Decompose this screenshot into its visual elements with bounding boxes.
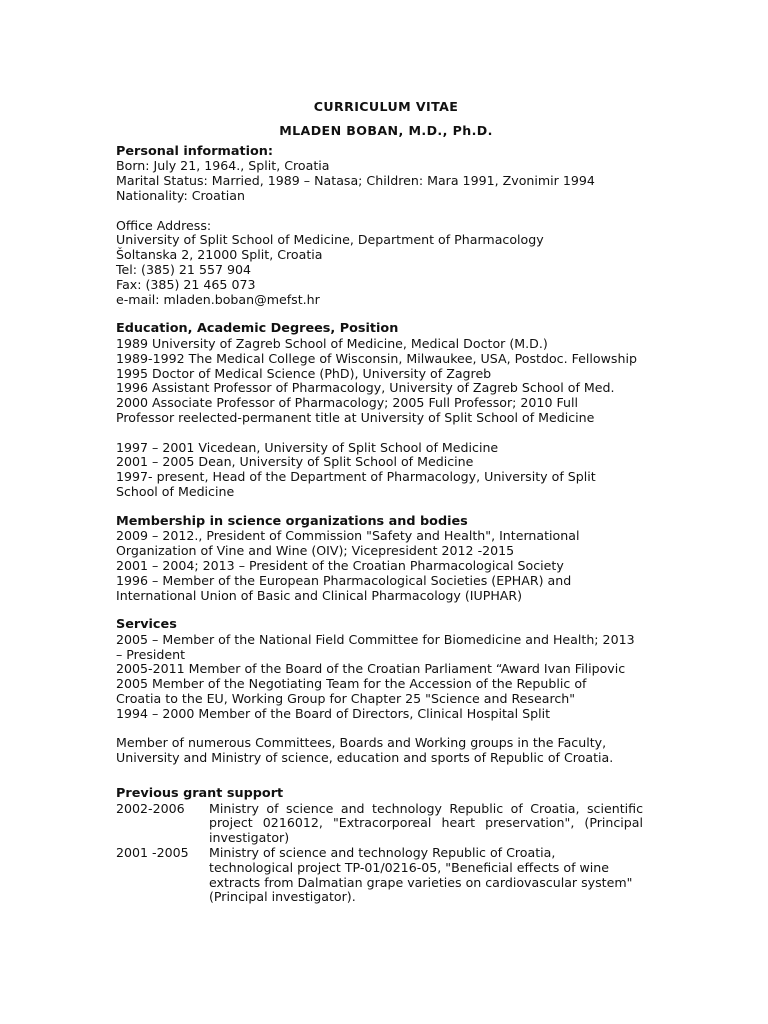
grants-heading: Previous grant support — [116, 785, 284, 801]
services-note: Member of numerous Committees, Boards and Working groups in the Faculty, — [116, 735, 607, 751]
membership-line: 2001 – 2004; 2013 – President of the Croatian Pharmacological Society — [116, 557, 564, 573]
education-line: 2000 Associate Professor of Pharmacology; 2005 Full Professor; 2010 Full — [116, 395, 578, 411]
membership-line: 2009 – 2012., President of Commission "Safety and Health", International — [116, 528, 580, 544]
cv-document — [116, 100, 656, 905]
services-line: 2005 Member of the Negotiating Team for the Accession of the Republic of — [116, 676, 587, 692]
grant-years: 2002-2006 — [116, 800, 185, 816]
education-line: 1995 Doctor of Medical Science (PhD), University of Zagreb — [116, 365, 492, 381]
services-line: 2005 – Member of the National Field Committee for Biomedicine and Health; 2013 — [116, 631, 635, 647]
position-line: 2001 – 2005 Dean, University of Split School of Medicine — [116, 454, 474, 470]
grant-item — [116, 846, 656, 905]
grant-description: Ministry of science and technology Republic of Croatia, scientific project 0216012, "Extracorporeal heart preservation", (Principal investigator) — [209, 800, 643, 846]
marital-line: Marital Status: Married, 1989 – Natasa; Children: Mara 1991, Zvonimir 1994 — [116, 173, 595, 189]
office-institution: University of Split School of Medicine, Department of Pharmacology — [116, 232, 544, 248]
services-line: – President — [116, 646, 186, 662]
services-note: University and Ministry of science, education and sports of Republic of Croatia. — [116, 750, 614, 766]
born-line: Born: July 21, 1964., Split, Croatia — [116, 158, 330, 174]
services-line: Croatia to the EU, Working Group for Chapter 25 "Science and Research" — [116, 691, 576, 707]
education-line: 1989 University of Zagreb School of Medicine, Medical Doctor (M.D.) — [116, 335, 548, 351]
office-street: Šoltanska 2, 21000 Split, Croatia — [116, 247, 323, 263]
grant-description: Ministry of science and technology Republic of Croatia, technological project TP-01/0216-05, "Beneficial effects of wine extracts from Dalmatian grape varieties on cardiovascular system" (Principal investigator). — [209, 845, 633, 905]
grant-item — [116, 802, 656, 846]
education-line: Professor reelected-permanent title at University of Split School of Medicine — [116, 409, 595, 425]
office-tel: Tel: (385) 21 557 904 — [116, 261, 252, 277]
office-fax: Fax: (385) 21 465 073 — [116, 276, 256, 292]
membership-line: International Union of Basic and Clinical Pharmacology (IUPHAR) — [116, 587, 523, 603]
education-line: 1996 Assistant Professor of Pharmacology, University of Zagreb School of Med. — [116, 380, 615, 396]
position-line: 1997- present, Head of the Department of Pharmacology, University of Split — [116, 469, 596, 485]
office-email: e-mail: mladen.boban@mefst.hr — [116, 291, 320, 307]
membership-line: Organization of Vine and Wine (OIV); Vicepresident 2012 -2015 — [116, 543, 515, 559]
document-title: CURRICULUM VITAE — [313, 99, 459, 114]
membership-line: 1996 – Member of the European Pharmacological Societies (EPHAR) and — [116, 572, 572, 588]
services-line: 1994 – 2000 Member of the Board of Directors, Clinical Hospital Split — [116, 705, 551, 721]
education-heading: Education, Academic Degrees, Position — [116, 321, 399, 337]
education-line: 1989-1992 The Medical College of Wisconsin, Milwaukee, USA, Postdoc. Fellowship — [116, 350, 637, 366]
personal-heading: Personal information: — [116, 143, 274, 159]
membership-heading: Membership in science organizations and bodies — [116, 513, 468, 529]
nationality-line: Nationality: Croatian — [116, 187, 245, 203]
office-label: Office Address: — [116, 217, 212, 233]
person-name: MLADEN BOBAN, M.D., Ph.D. — [279, 122, 493, 138]
services-heading: Services — [116, 617, 177, 633]
position-line: School of Medicine — [116, 483, 235, 499]
position-line: 1997 – 2001 Vicedean, University of Split School of Medicine — [116, 439, 499, 455]
grant-years: 2001 -2005 — [116, 845, 189, 861]
services-line: 2005-2011 Member of the Board of the Croatian Parliament “Award Ivan Filipovic — [116, 661, 626, 677]
